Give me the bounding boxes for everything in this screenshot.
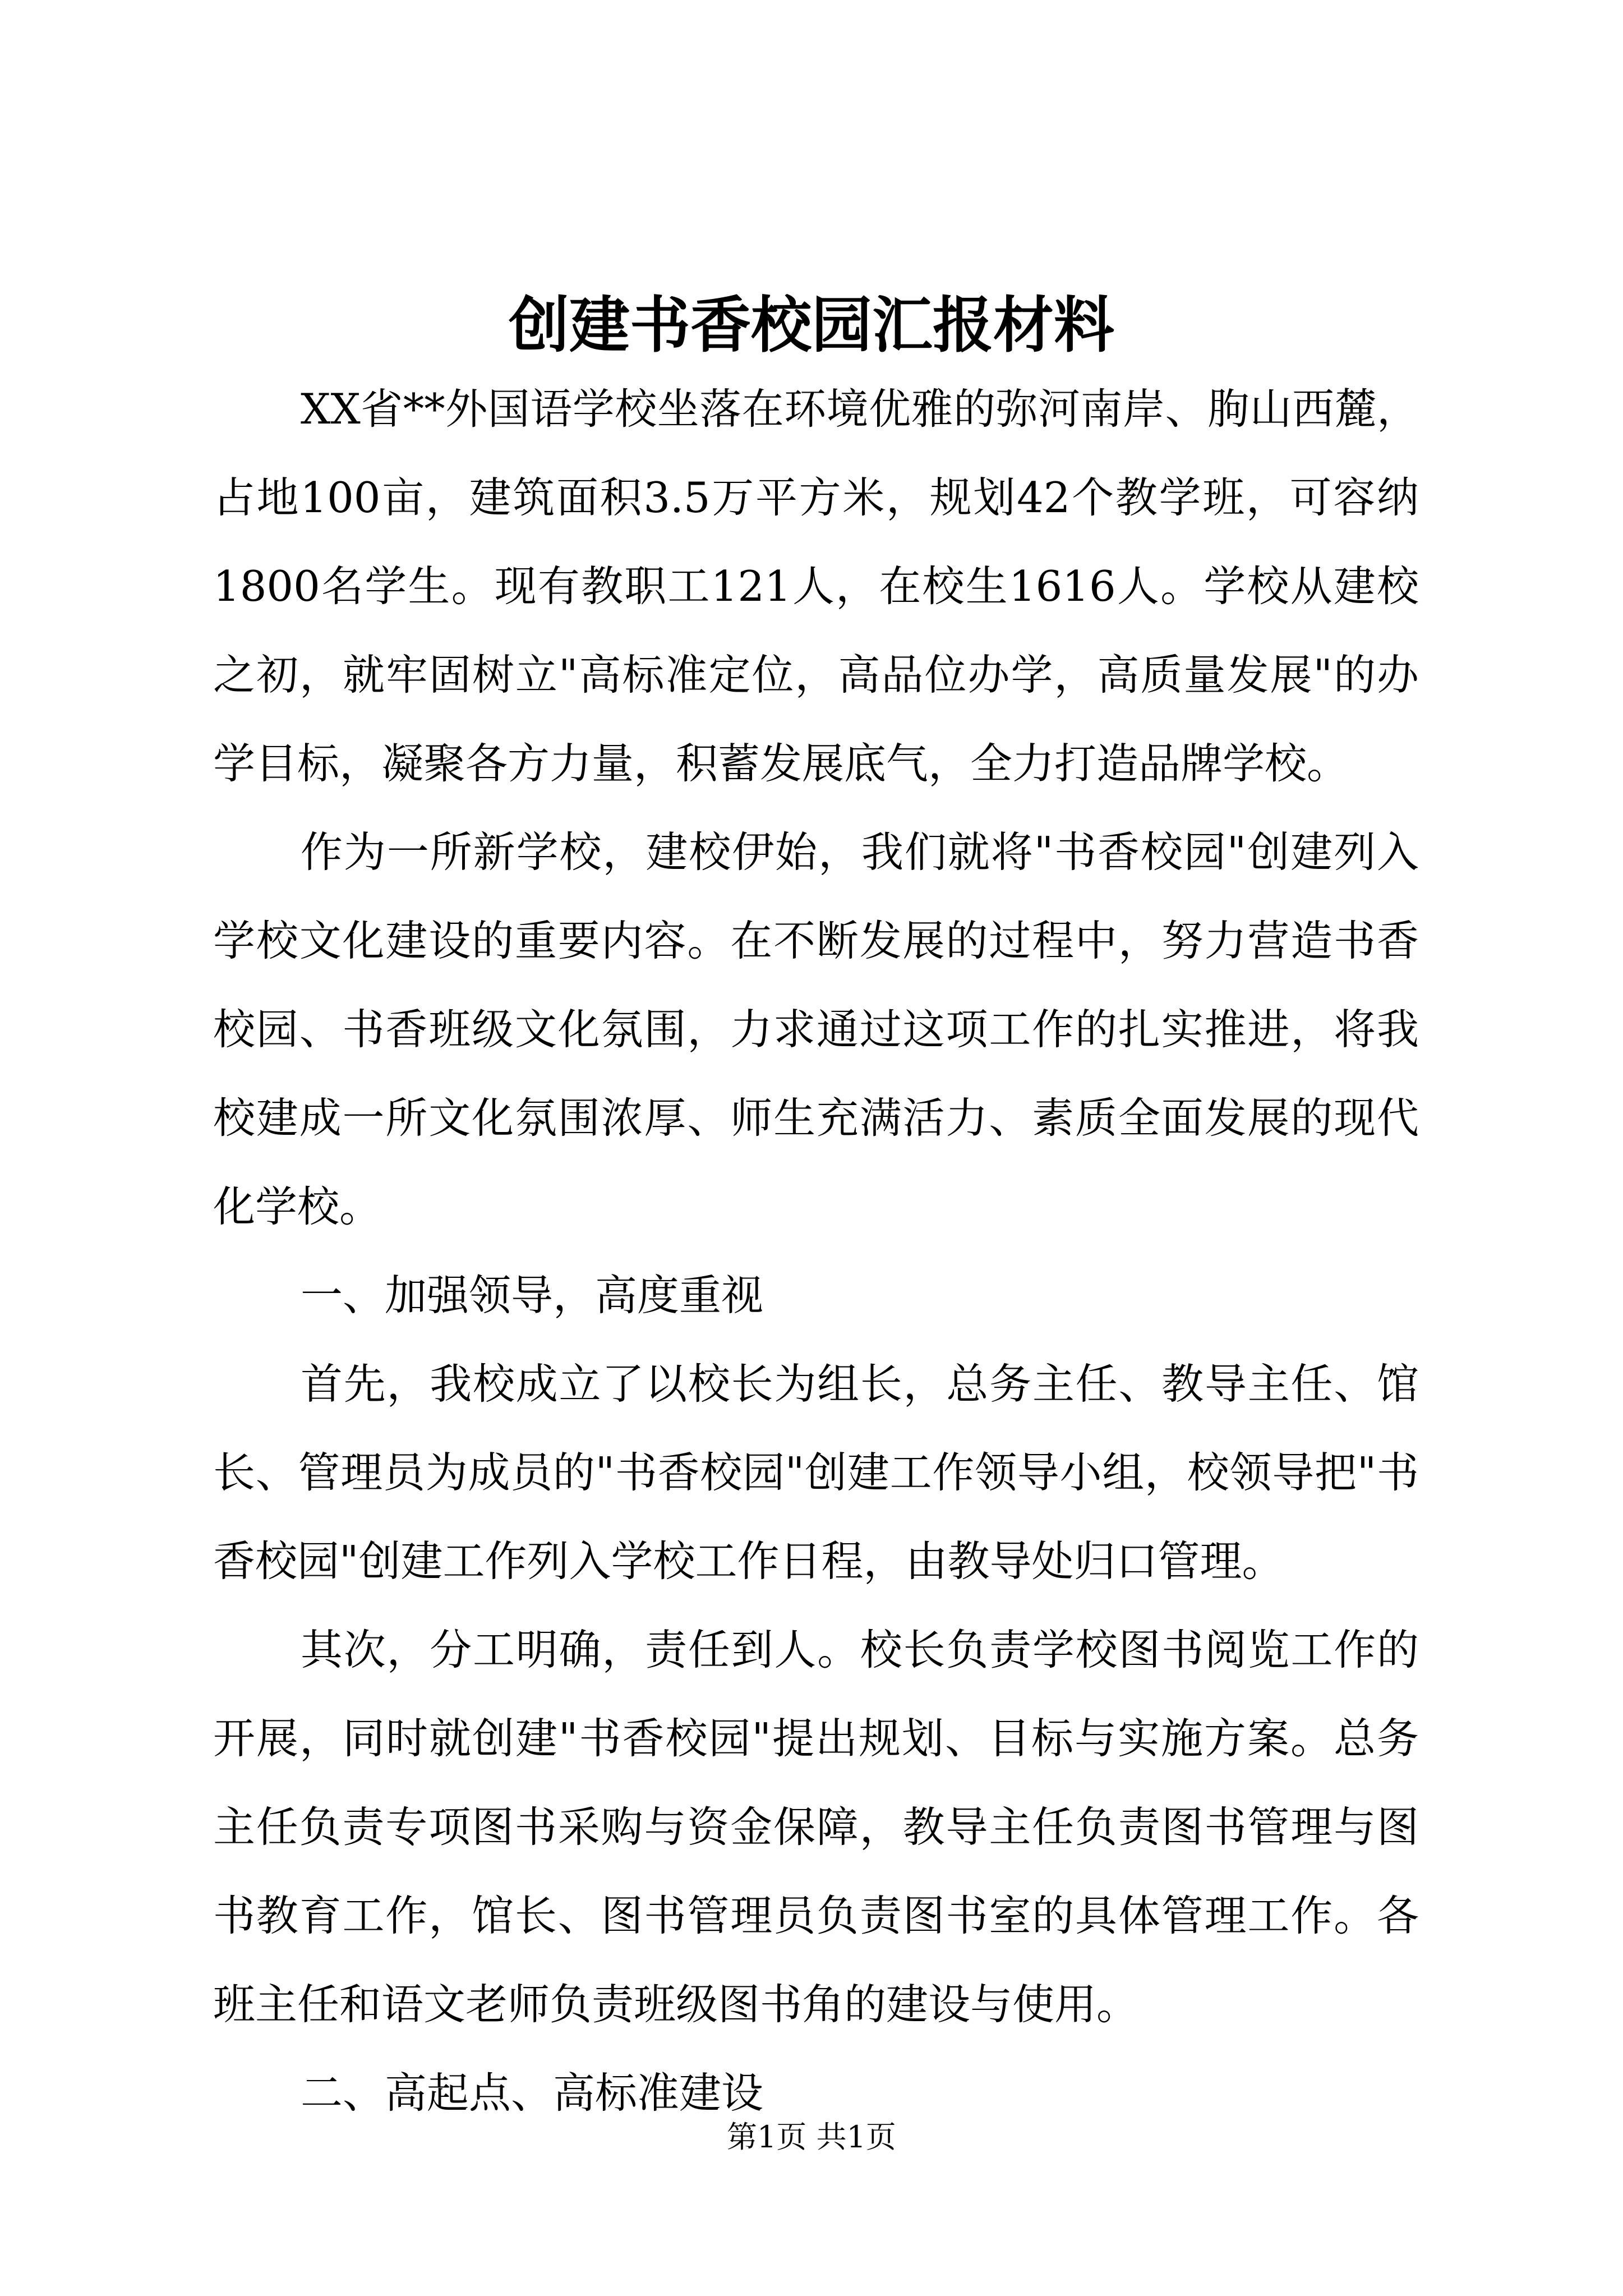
paragraph-leadership-group: 首先，我校成立了以校长为组长，总务主任、教导主任、馆长、管理员为成员的"书香校园"创建工作领导小组，校领导把"书香校园"创建工作列入学校工作日程，由教导处归口管理。 <box>213 1359 1419 1586</box>
paragraph-school-intro: XX省**外国语学校坐落在环境优雅的弥河南岸、朐山西麓，占地100亩，建筑面积3.5万平方米，规划42个教学班，可容纳1800名学生。现有教职工121人，在校生1616人。学校从建校之初，就牢固树立"高标准定位，高品位办学，高质量发展"的办学目标，凝聚各方力量，积蓄发展底气，全力打造品牌学校。 <box>213 384 1419 788</box>
document-title: 创建书香校园汇报材料 <box>508 290 1114 361</box>
document-body <box>213 365 1419 2137</box>
page-number-footer: 第1页 共1页 <box>727 2119 896 2155</box>
section-heading-leadership: 一、加强领导，高度重视 <box>301 1271 764 1320</box>
section-heading-construction: 二、高起点、高标准建设 <box>301 2068 764 2118</box>
paragraph-campus-culture: 作为一所新学校，建校伊始，我们就将"书香校园"创建列入学校文化建设的重要内容。在不断发展的过程中，努力营造书香校园、书香班级文化氛围，力求通过这项工作的扎实推进，将我校建成一所文化氛围浓厚、师生充满活力、素质全面发展的现代化学校。 <box>213 827 1419 1231</box>
paragraph-responsibilities: 其次，分工明确，责任到人。校长负责学校图书阅览工作的开展，同时就创建"书香校园"提出规划、目标与实施方案。总务主任负责专项图书采购与资金保障，教导主任负责图书管理与图书教育工作，馆长、图书管理员负责图书室的具体管理工作。各班主任和语文老师负责班级图书角的建设与使用。 <box>213 1625 1419 2029</box>
